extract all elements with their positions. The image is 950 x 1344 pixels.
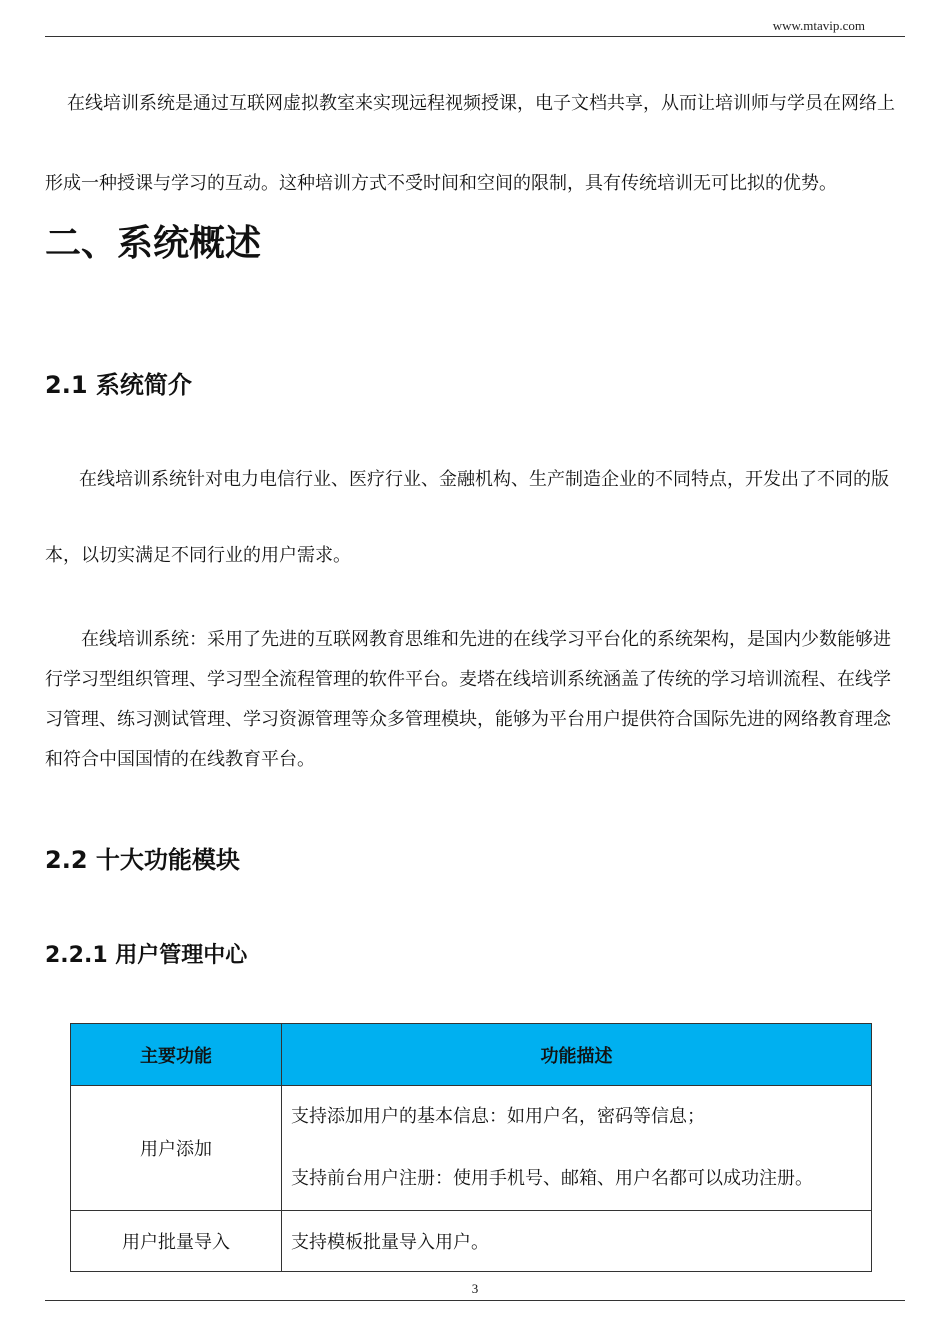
system-intro-paragraph: 在线培训系统针对电力电信行业、医疗行业、金融机构、生产制造企业的不同特点，开发出了不同的版本，以切实满足不同行业的用户需求。 xyxy=(45,469,889,566)
function-cell: 用户添加 xyxy=(71,1086,282,1211)
table-header-description: 功能描述 xyxy=(282,1024,872,1086)
description-line: 支持添加用户的基本信息：如用户名，密码等信息； xyxy=(291,1106,705,1127)
table-row xyxy=(71,1211,872,1272)
table-header-row xyxy=(71,1024,872,1086)
header-url: www.mtavip.com xyxy=(772,18,865,33)
section-title: 二、系统概述 xyxy=(45,223,262,264)
function-table xyxy=(70,1023,872,1272)
description-line: 支持模板批量导入用户。 xyxy=(291,1232,489,1253)
intro-paragraph: 在线培训系统是通过互联网虚拟教室来实现远程视频授课，电子文档共享，从而让培训师与学员在网络上形成一种授课与学习的互动。这种培训方式不受时间和空间的限制，具有传统培训无可比拟的优势。 xyxy=(45,93,895,194)
subsection-2-2-1-title: 2.2.1 用户管理中心 xyxy=(45,943,248,968)
description-line: 支持前台用户注册：使用手机号、邮箱、用户名都可以成功注册。 xyxy=(291,1168,813,1189)
table-header-function: 主要功能 xyxy=(71,1024,282,1086)
system-description-paragraph: 在线培训系统：采用了先进的互联网教育思维和先进的在线学习平台化的系统架构，是国内少数能够进行学习型组织管理、学习型全流程管理的软件平台。麦塔在线培训系统涵盖了传统的学习培训流程、在线学习管理、练习测试管理、学习资源管理等众多管理模块，能够为平台用户提供符合国际先进的网络教育理念和符合中国国情的在线教育平台。 xyxy=(45,629,891,770)
header-divider xyxy=(45,36,905,37)
function-cell: 用户批量导入 xyxy=(71,1211,282,1272)
description-cell xyxy=(282,1086,872,1211)
subsection-2-1-title: 2.1 系统简介 xyxy=(45,371,192,399)
subsection-2-2-title: 2.2 十大功能模块 xyxy=(45,846,240,874)
page-number: 3 xyxy=(471,1281,479,1296)
footer-divider xyxy=(45,1300,905,1301)
description-cell xyxy=(282,1211,872,1272)
table-row xyxy=(71,1086,872,1211)
